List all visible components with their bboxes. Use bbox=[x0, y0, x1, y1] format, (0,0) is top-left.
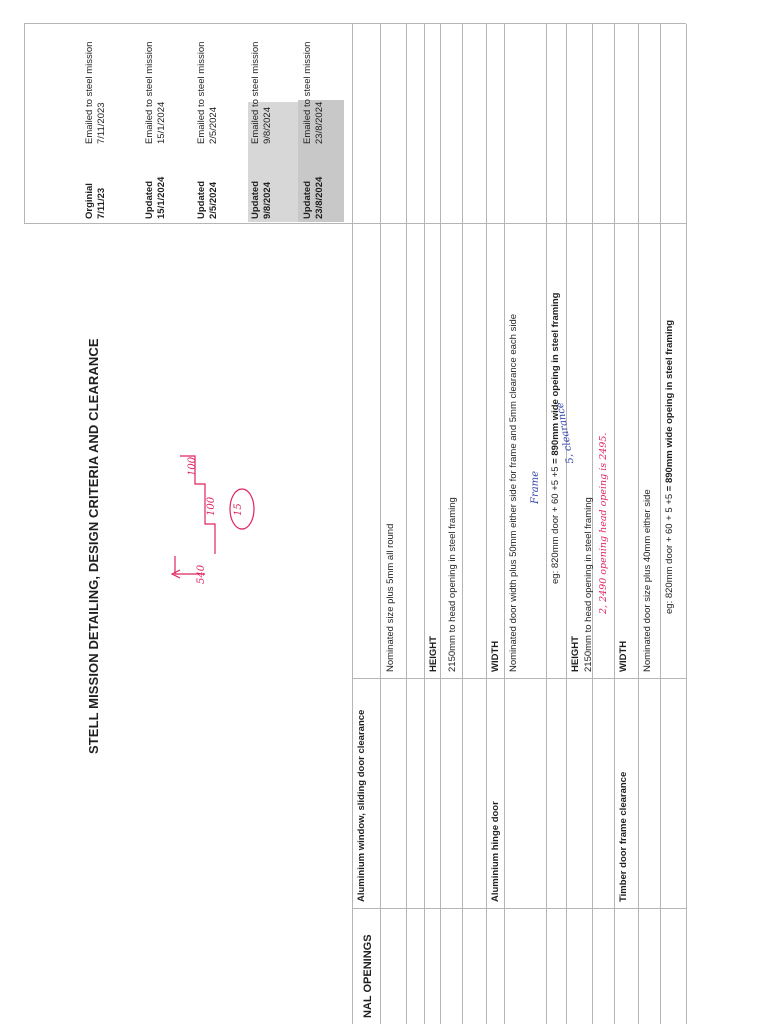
hinge-door-height-label: HEIGHT bbox=[570, 636, 581, 672]
revision-status: Updated 23/8/2024 bbox=[302, 176, 325, 219]
handwritten-height-note: 2, 2490 opening head opeing is 2495. bbox=[598, 432, 609, 614]
timber-door-example: eg: 820mm door + 60 + 5 +5 = 890mm wide opeing in steel framing bbox=[664, 319, 675, 614]
timber-door-width-note: Nominated door size plus 40mm either side bbox=[642, 489, 653, 672]
example-result: = 890mm wide opeing in steel framing bbox=[550, 292, 561, 464]
revision-note: Emailed to steel mission 15/1/2024 bbox=[144, 41, 167, 144]
handwritten-clearance-note: 5, clearance bbox=[554, 401, 577, 465]
hinge-door-width-note: Nominated door width plus 50mm either side for frame and 5mm clearance each side bbox=[508, 313, 519, 672]
item-label-timber-door-frame: Timber door frame clearance bbox=[618, 771, 629, 902]
hinge-door-width-label: WIDTH bbox=[490, 640, 501, 672]
aluminium-window-height-label: HEIGHT bbox=[428, 636, 439, 672]
item-label-aluminium-hinge-door: Aluminium hinge door bbox=[490, 801, 501, 902]
aluminium-window-height-note: 2150mm to head opening in steel framing bbox=[447, 497, 458, 672]
example-result: = 890mm wide opeing in steel framing bbox=[664, 319, 675, 492]
sketch-value-100a: 100 bbox=[187, 456, 198, 476]
revision-status: Updated 2/5/2024 bbox=[196, 181, 219, 219]
timber-door-width-label: WIDTH bbox=[618, 640, 629, 672]
item-label-aluminium-window: Aluminium window, sliding door clearance bbox=[356, 709, 367, 902]
revision-status: Updated 9/8/2024 bbox=[250, 181, 273, 219]
page-title: STELL MISSION DETAILING, DESIGN CRITERIA AND CLEARANCE bbox=[86, 338, 101, 754]
section-heading: NAL OPENINGS bbox=[362, 934, 374, 1018]
sketch-value-540: 540 bbox=[196, 564, 207, 584]
hinge-door-height-note: 2150mm to head opening in steel framing bbox=[583, 497, 594, 672]
revision-status: Orginial 7/11/23 bbox=[84, 183, 107, 219]
revision-note: Emailed to steel mission 2/5/2024 bbox=[196, 41, 219, 144]
handwritten-frame-note: Frame bbox=[530, 470, 541, 504]
revision-status: Updated 15/1/2024 bbox=[144, 176, 167, 219]
sketch-value-15: 15 bbox=[233, 503, 244, 516]
revision-note: Emailed to steel mission 7/11/2023 bbox=[84, 41, 107, 144]
aluminium-window-size-note: Nominated size plus 5mm all round bbox=[385, 523, 396, 672]
hinge-door-example: eg: 820mm door + 60 +5 +5 = 890mm wide opeing in steel framing bbox=[550, 292, 561, 584]
revision-note: Emailed to steel mission 23/8/2024 bbox=[302, 41, 325, 144]
revision-note: Emailed to steel mission 9/8/2024 bbox=[250, 41, 273, 144]
sketch-value-100b: 100 bbox=[206, 496, 217, 516]
